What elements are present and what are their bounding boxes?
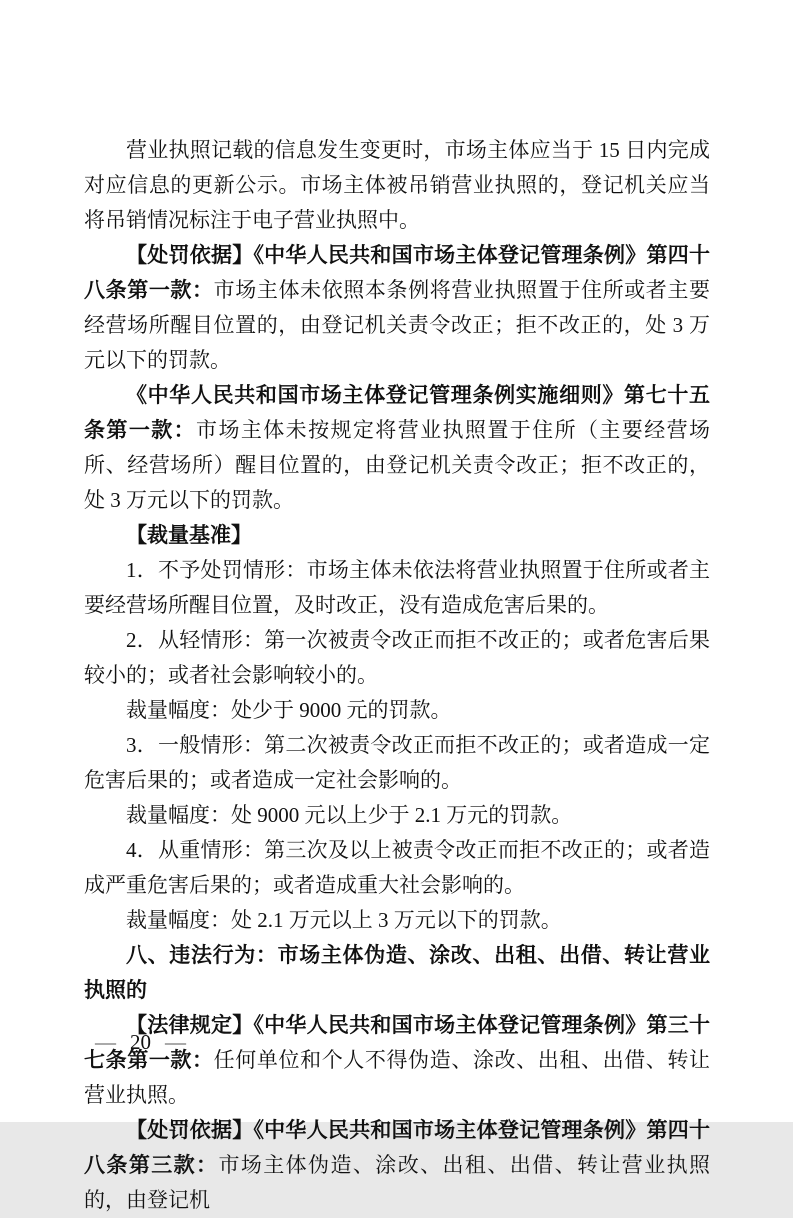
paragraph-text: 1．不予处罚情形：市场主体未依法将营业执照置于住所或者主要经营场所醒目位置，及时改正，没有造成危害后果的。: [84, 558, 710, 617]
paragraph: [84, 833, 710, 903]
page-footer: [95, 1028, 186, 1056]
page-number: 20: [130, 1030, 151, 1054]
paragraph: [84, 623, 710, 693]
paragraph-bold-label: 【处罚依据】《中华人民共和国市场主体登记管理条例》第四十八条第一款：: [84, 244, 710, 302]
paragraph-text: 市场主体未依照本条例将营业执照置于住所或者主要经营场所醒目位置的，由登记机关责令改正；拒不改正的，处 3 万元以下的罚款。: [84, 278, 711, 372]
paragraph-text: 3．一般情形：第二次被责令改正而拒不改正的；或者造成一定危害后果的；或者造成一定社会影响的。: [84, 733, 710, 792]
paragraph-text: 市场主体伪造、涂改、出租、出借、转让营业执照的，由登记机: [84, 1153, 711, 1212]
paragraph: [84, 133, 710, 238]
footer-dash-left: —: [95, 1030, 116, 1054]
paragraph-text: 裁量幅度：处少于 9000 元的罚款。: [126, 698, 452, 722]
paragraph: [84, 378, 710, 518]
paragraph-text: 2．从轻情形：第一次被责令改正而拒不改正的；或者危害后果较小的；或者社会影响较小的。: [84, 628, 710, 687]
paragraph: [84, 903, 710, 938]
paragraph: [84, 798, 710, 833]
paragraph-text: 任何单位和个人不得伪造、涂改、出租、出借、转让营业执照。: [84, 1048, 711, 1107]
paragraph-text: 营业执照记载的信息发生变更时，市场主体应当于 15 日内完成对应信息的更新公示。市场主体被吊销营业执照的，登记机关应当将吊销情况标注于电子营业执照中。: [84, 138, 710, 232]
paragraph-text: 裁量幅度：处 9000 元以上少于 2.1 万元的罚款。: [126, 803, 573, 827]
paragraph-text: 裁量幅度：处 2.1 万元以上 3 万元以下的罚款。: [126, 908, 562, 932]
paragraph-bold-label: 《中华人民共和国市场主体登记管理条例实施细则》第七十五条第一款：: [84, 384, 710, 442]
paragraph: [84, 238, 710, 378]
paragraph-bold-label: 【裁量基准】: [126, 524, 252, 547]
paragraph-bold-label: 八、违法行为：市场主体伪造、涂改、出租、出借、转让营业执照的: [84, 944, 710, 1002]
paragraph-text: 4．从重情形：第三次及以上被责令改正而拒不改正的；或者造成严重危害后果的；或者造成重大社会影响的。: [84, 838, 710, 897]
paragraph: [84, 693, 710, 728]
paragraph: [84, 728, 710, 798]
paragraph-text: 市场主体未按规定将营业执照置于住所（主要经营场所、经营场所）醒目位置的，由登记机关责令改正；拒不改正的，处 3 万元以下的罚款。: [84, 418, 711, 512]
paragraph: [84, 518, 710, 553]
paragraph: [84, 553, 710, 623]
paragraph: [84, 1008, 710, 1113]
paragraph-bold-label: 【处罚依据】《中华人民共和国市场主体登记管理条例》第四十八条第三款：: [84, 1119, 710, 1177]
section-heading: [84, 938, 710, 1008]
footer-dash-right: —: [165, 1030, 186, 1054]
paragraph-bold-label: 【法律规定】《中华人民共和国市场主体登记管理条例》第三十七条第一款：: [84, 1014, 710, 1072]
paragraph: [84, 1113, 710, 1218]
